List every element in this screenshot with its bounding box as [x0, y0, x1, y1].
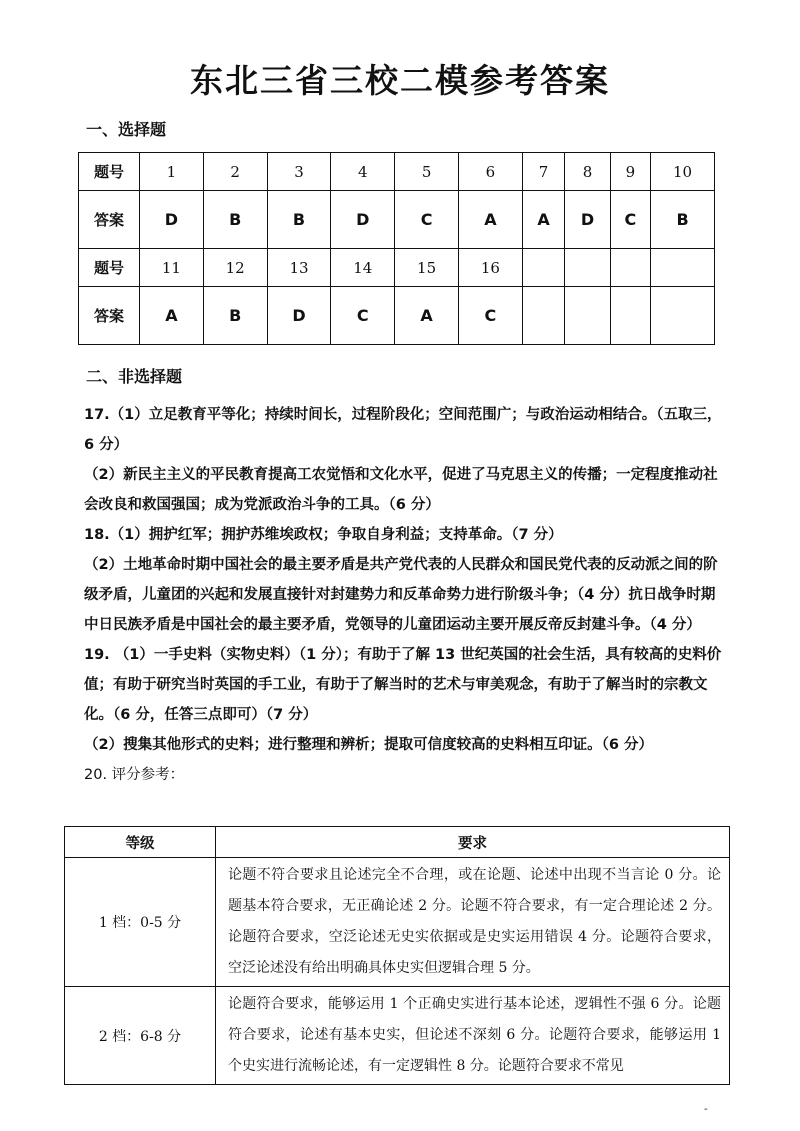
question-number: 12: [203, 249, 267, 287]
answer-cell: D: [267, 287, 331, 345]
question-number-label: 题号: [79, 153, 140, 191]
q19-part1: 19. （1）一手史料（实物史料）（1 分）；有助于了解 13 世纪英国的社会生活，具有较高的史料价值；有助于研究当时英国的手工业，有助于了解当时的艺术与审美观念，有助于了解当时的宗教文化。（6 分，任答三点即可）（7 分）: [84, 647, 722, 723]
page-title: 东北三省三校二模参考答案: [190, 61, 610, 100]
question-number: 2: [203, 153, 267, 191]
question-number: [651, 249, 715, 287]
answer-key-table: [78, 152, 715, 345]
answer-cell: [522, 287, 565, 345]
footer-mark: -: [704, 1104, 708, 1115]
grading-header-row: [65, 827, 730, 858]
question-number: 1: [140, 153, 204, 191]
grade-level: 2 档：6-8 分: [65, 987, 216, 1085]
answer-cell: [565, 287, 610, 345]
answer-cell: C: [610, 191, 650, 249]
answer-label: 答案: [79, 191, 140, 249]
question-number: 10: [651, 153, 715, 191]
question-number: 11: [140, 249, 204, 287]
question-number-label: 题号: [79, 249, 140, 287]
requirement-header: 要求: [216, 827, 730, 858]
question-number: 9: [610, 153, 650, 191]
q19-part2: （2）搜集其他形式的史料；进行整理和辨析；提取可信度较高的史料相互印证。（6 分）: [84, 737, 653, 753]
question-number: 13: [267, 249, 331, 287]
grade-requirement: 论题符合要求，能够运用 1 个正确史实进行基本论述，逻辑性不强 6 分。论题符合要求，论述有基本史实，但论述不深刻 6 分。论题符合要求，能够运用 1 个史实进行流畅论述，有一定逻辑性 8 分。论题符合要求不常见: [216, 987, 730, 1085]
answer-cell: A: [395, 287, 459, 345]
answer-cell: B: [203, 287, 267, 345]
answers-body: [84, 400, 724, 790]
q20-label: 20. 评分参考：: [84, 767, 185, 783]
question-number: [565, 249, 610, 287]
answer-cell: C: [458, 287, 522, 345]
question-number: [522, 249, 565, 287]
question-number: 14: [331, 249, 395, 287]
answer-cell: A: [522, 191, 565, 249]
answer-cell: B: [203, 191, 267, 249]
question-number: 8: [565, 153, 610, 191]
answer-label: 答案: [79, 287, 140, 345]
q18-part2: （2）土地革命时期中国社会的最主要矛盾是共产党代表的人民群众和国民党代表的反动派之间的阶级矛盾，儿童团的兴起和发展直接针对封建势力和反革命势力进行阶级斗争；（4 分）抗日战争时期中日民族矛盾是中国社会的最主要矛盾，党领导的儿童团运动主要开展反帝反封建斗争。（4 分）: [84, 557, 718, 633]
question-number: 16: [458, 249, 522, 287]
answer-cell: D: [565, 191, 610, 249]
section-heading-multiple-choice: 一、选择题: [86, 120, 167, 139]
question-number: 4: [331, 153, 395, 191]
answer-cell: A: [458, 191, 522, 249]
q18-part1: 18.（1）拥护红军；拥护苏维埃政权；争取自身利益；支持革命。（7 分）: [84, 527, 563, 543]
question-number-row: [79, 153, 715, 191]
section-heading-non-choice: 二、非选择题: [86, 367, 183, 386]
question-number: [610, 249, 650, 287]
grade-level: 1 档：0-5 分: [65, 858, 216, 987]
answer-cell: D: [140, 191, 204, 249]
answer-row: [79, 191, 715, 249]
answer-cell: C: [395, 191, 459, 249]
answer-cell: B: [267, 191, 331, 249]
q17-part2: （2）新民主主义的平民教育提高工农觉悟和文化水平，促进了马克思主义的传播；一定程度推动社会改良和救国强国；成为党派政治斗争的工具。（6 分）: [84, 467, 718, 513]
answer-cell: [610, 287, 650, 345]
question-number: 3: [267, 153, 331, 191]
question-number: 5: [395, 153, 459, 191]
grading-row: [65, 858, 730, 987]
q17-part1: 17.（1）立足教育平等化；持续时间长，过程阶段化；空间范围广；与政治运动相结合。（五取三，6 分）: [84, 407, 722, 453]
answer-cell: D: [331, 191, 395, 249]
grading-row: [65, 987, 730, 1085]
level-header: 等级: [65, 827, 216, 858]
grading-table: [64, 826, 730, 1085]
answer-cell: A: [140, 287, 204, 345]
question-number: 6: [458, 153, 522, 191]
answer-row: [79, 287, 715, 345]
answer-cell: C: [331, 287, 395, 345]
question-number: 7: [522, 153, 565, 191]
question-number-row: [79, 249, 715, 287]
answer-cell: [651, 287, 715, 345]
grade-requirement: 论题不符合要求且论述完全不合理，或在论题、论述中出现不当言论 0 分。论题基本符合要求，无正确论述 2 分。论题不符合要求，有一定合理论述 2 分。论题符合要求，空泛论述无史实依据或是史实运用错误 4 分。论题符合要求，空泛论述没有给出明确具体史实但逻辑合理 5 分。: [216, 858, 730, 987]
question-number: 15: [395, 249, 459, 287]
answer-cell: B: [651, 191, 715, 249]
